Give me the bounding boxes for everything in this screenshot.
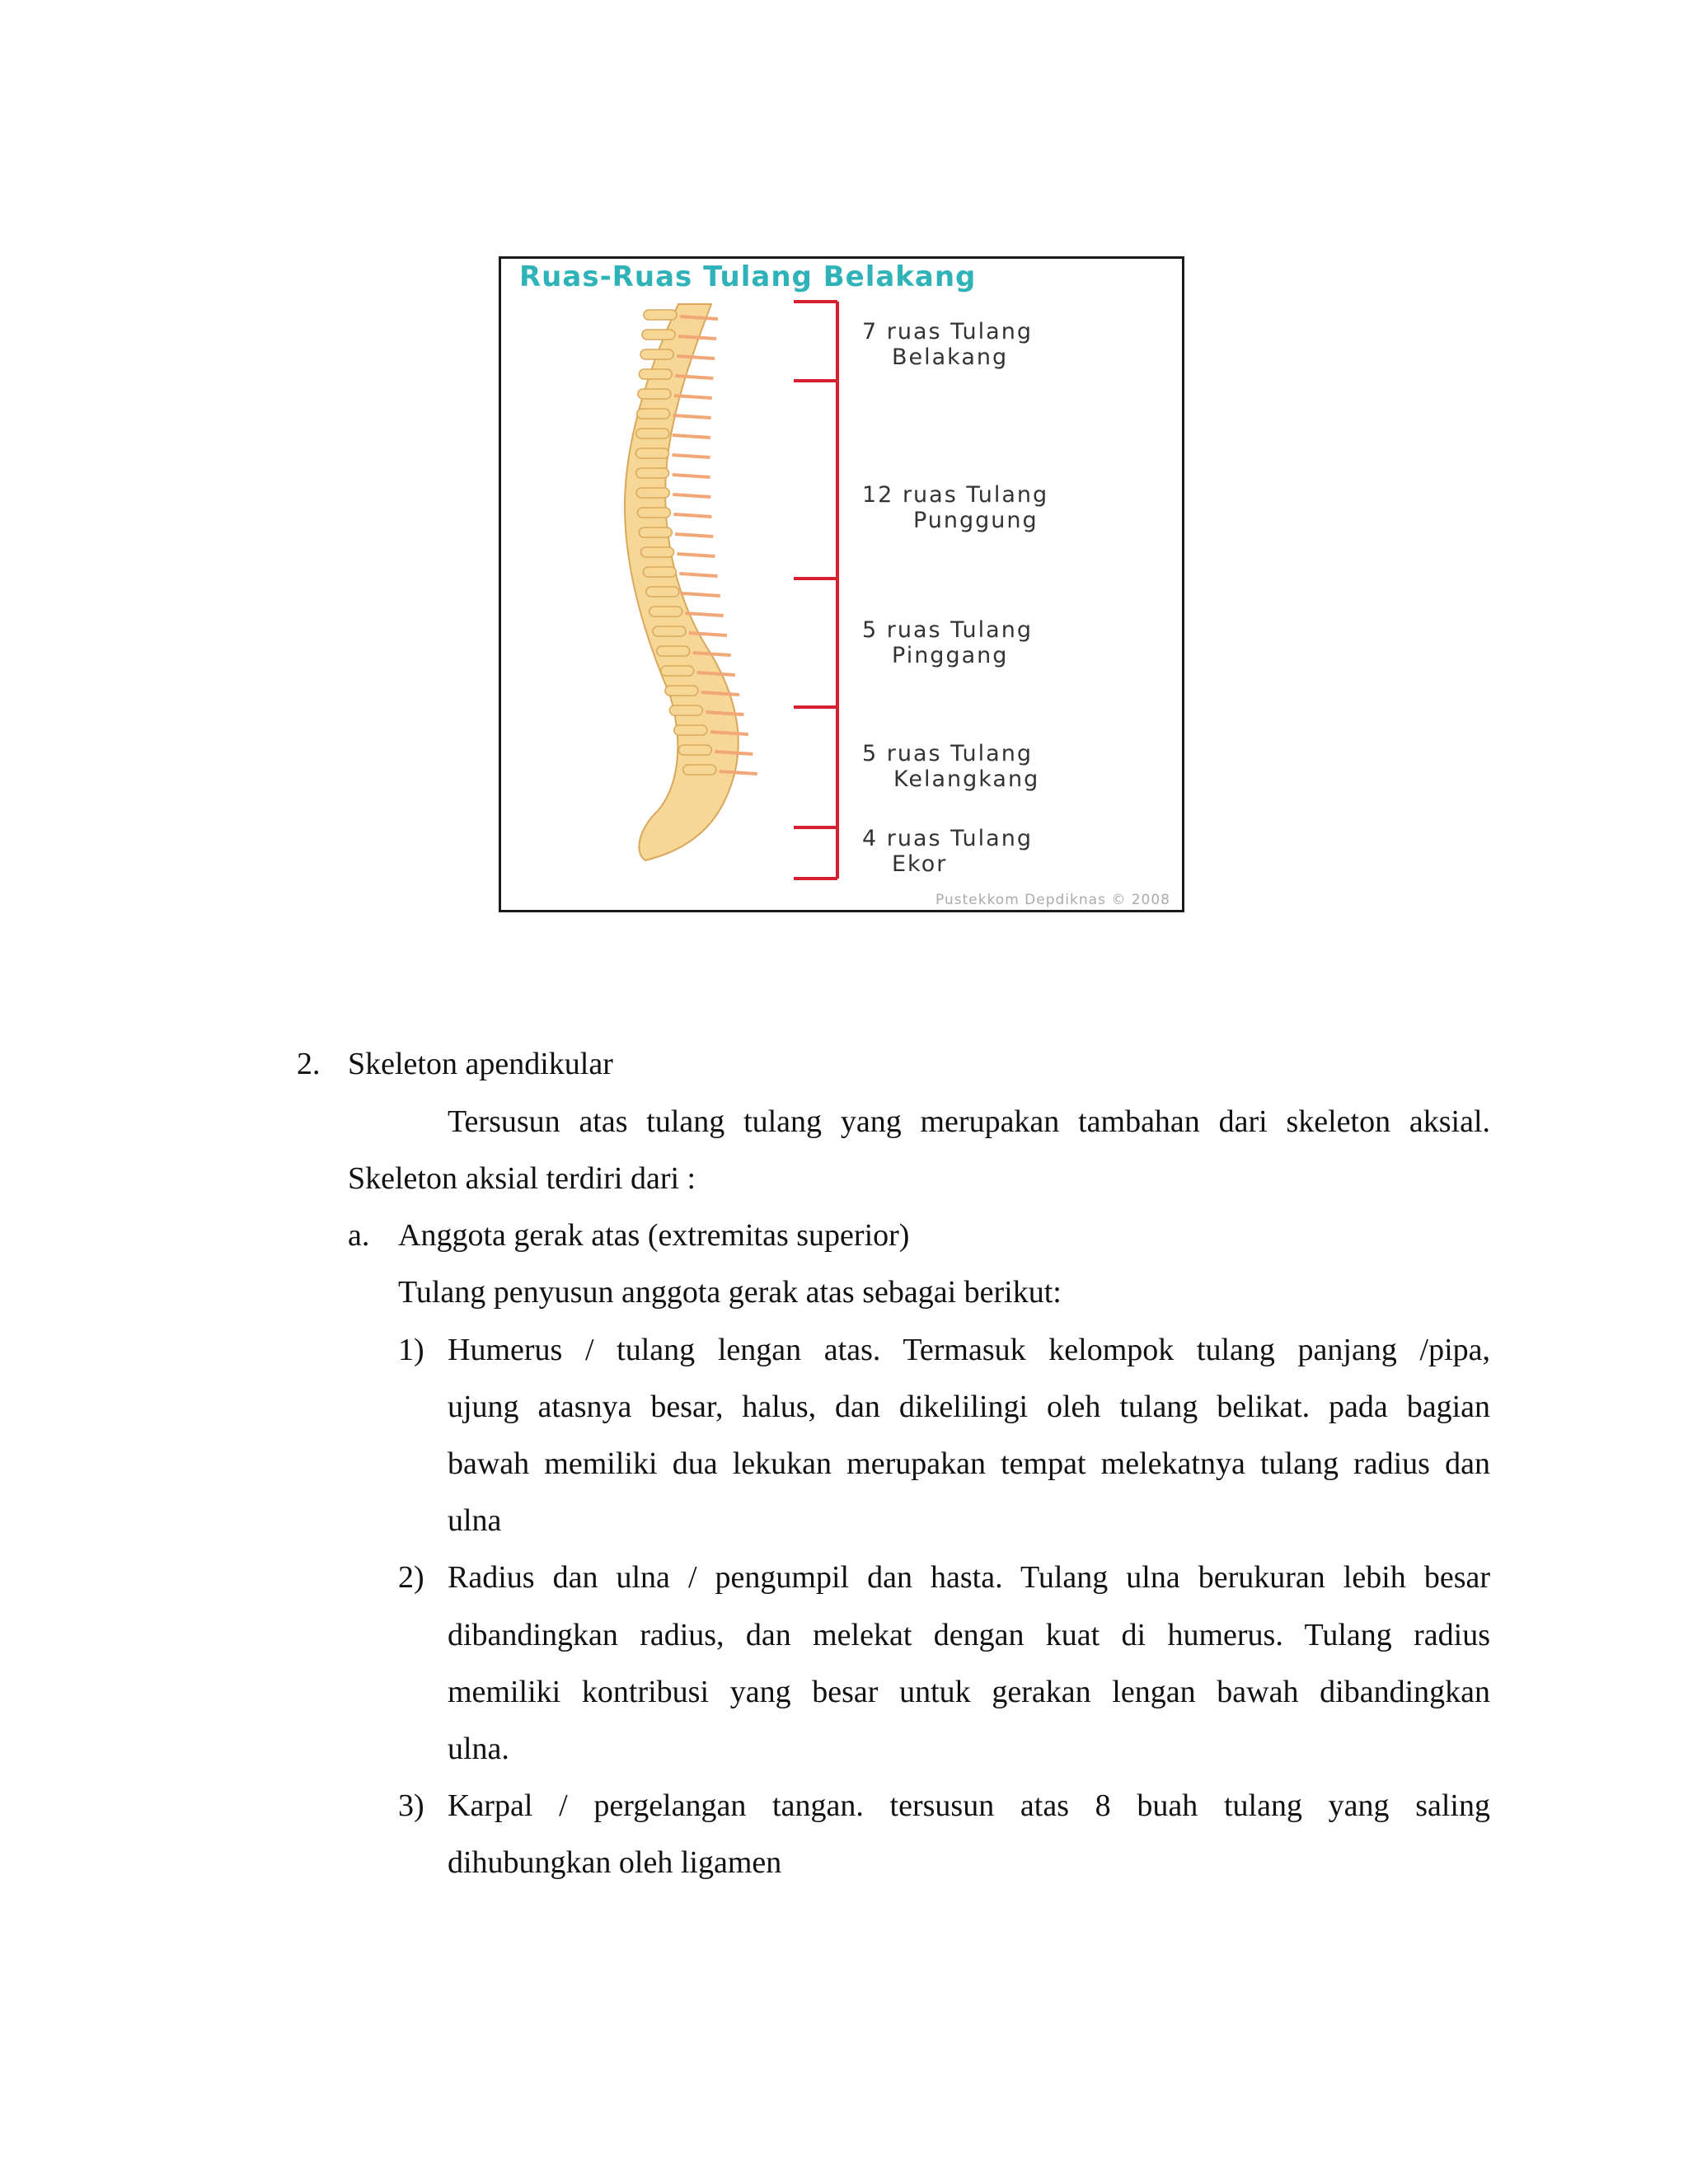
section-intro-line: Skeleton aksial terdiri dari : <box>348 1161 696 1196</box>
vertebra-process <box>657 646 690 656</box>
segment-label-cervical <box>862 319 1033 370</box>
segment-label-line: Ekor <box>892 851 948 877</box>
list-item-line: Radius dan ulna / pengumpil dan hasta. Tulang ulna berukuran lebih besar <box>448 1560 1490 1595</box>
vertebra-process <box>637 409 670 419</box>
subsection-marker: a. <box>348 1218 370 1253</box>
vertebra-process <box>665 686 698 696</box>
segment-label-lumbar <box>862 617 1033 668</box>
segment-label-line: 5 ruas Tulang <box>862 617 1033 643</box>
list-item-line: ujung atasnya besar, halus, dan dikelilingi oleh tulang belikat. pada bagian <box>448 1390 1490 1424</box>
list-item-line: Humerus / tulang lengan atas. Termasuk kelompok tulang panjang /pipa, <box>448 1333 1490 1367</box>
spine-illustration <box>501 259 1182 910</box>
list-item-marker: 2) <box>398 1560 424 1595</box>
vertebra-process <box>678 745 711 755</box>
vertebra-process <box>638 389 671 399</box>
segment-label-line: 5 ruas Tulang <box>862 741 1033 766</box>
vertebra-process <box>653 626 686 636</box>
list-item-marker: 1) <box>398 1333 424 1367</box>
list-item-line: dibandingkan radius, dan melekat dengan kuat di humerus. Tulang radius <box>448 1618 1490 1652</box>
vertebra-process <box>635 448 668 458</box>
segment-label-line: 4 ruas Tulang <box>862 826 1033 851</box>
vertebra-process <box>636 468 669 478</box>
vertebra-process <box>639 527 672 537</box>
vertebra-process <box>661 666 694 676</box>
segment-label-line: Kelangkang <box>893 766 1040 792</box>
list-item-line: memiliki kontribusi yang besar untuk gerakan lengan bawah dibandingkan <box>448 1675 1490 1709</box>
segment-label-coccyx <box>862 826 1033 877</box>
intervertebral-disc <box>679 574 717 576</box>
list-item-line: ulna. <box>448 1732 509 1766</box>
segment-label-line: Punggung <box>913 508 1039 533</box>
intervertebral-disc <box>673 494 710 497</box>
vertebra-process <box>636 488 669 498</box>
list-item-marker: 3) <box>398 1788 424 1823</box>
list-item-line: ulna <box>448 1503 502 1538</box>
intervertebral-disc <box>675 534 713 537</box>
vertebra-process <box>637 508 670 518</box>
vertebra-process <box>636 429 669 438</box>
intervertebral-disc <box>673 475 710 477</box>
subsection-lead: Tulang penyusun anggota gerak atas sebagai berikut: <box>398 1275 1062 1310</box>
vertebra-process <box>669 705 702 715</box>
intervertebral-disc <box>686 613 724 616</box>
intervertebral-disc <box>673 514 711 517</box>
spine-figure <box>499 256 1184 912</box>
segment-label-line: 7 ruas Tulang <box>862 319 1033 344</box>
figure-credit: Pustekkom Depdiknas © 2008 <box>935 892 1170 908</box>
intervertebral-disc <box>673 435 710 438</box>
intervertebral-disc <box>673 415 711 418</box>
intervertebral-disc <box>682 593 720 596</box>
section-intro-line: Tersusun atas tulang tulang yang merupakan tambahan dari skeleton aksial. <box>448 1104 1490 1139</box>
section-heading: Skeleton apendikular <box>348 1047 613 1081</box>
intervertebral-disc <box>678 554 715 556</box>
vertebra-process <box>674 725 707 735</box>
segment-label-line: 12 ruas Tulang <box>862 482 1049 508</box>
vertebra-process <box>641 547 674 557</box>
vertebra-process <box>649 607 682 616</box>
list-item-line: dihubungkan oleh ligamen <box>448 1845 782 1880</box>
segment-label-line: Pinggang <box>892 643 1009 668</box>
vertebra-process <box>683 765 716 775</box>
section-number: 2. <box>297 1047 321 1081</box>
subsection-heading: Anggota gerak atas (extremitas superior) <box>398 1218 910 1253</box>
segment-bracket <box>794 302 837 879</box>
vertebra-process <box>639 369 672 379</box>
segment-label-line: Belakang <box>892 344 1009 370</box>
figure-title: Ruas-Ruas Tulang Belakang <box>519 260 977 293</box>
list-item-line: Karpal / pergelangan tangan. tersusun atas 8 buah tulang yang saling <box>448 1788 1490 1823</box>
intervertebral-disc <box>672 455 710 457</box>
vertebra-process <box>642 330 675 340</box>
vertebra-process <box>640 349 673 359</box>
segment-label-thoracic <box>862 482 1048 533</box>
vertebra-process <box>646 587 679 597</box>
segment-label-sacral <box>862 741 1039 792</box>
spine-column <box>625 304 757 860</box>
list-item-line: bawah memiliki dua lekukan merupakan tempat melekatnya tulang radius dan <box>448 1446 1490 1481</box>
vertebra-process <box>643 567 676 577</box>
vertebra-process <box>644 310 677 320</box>
